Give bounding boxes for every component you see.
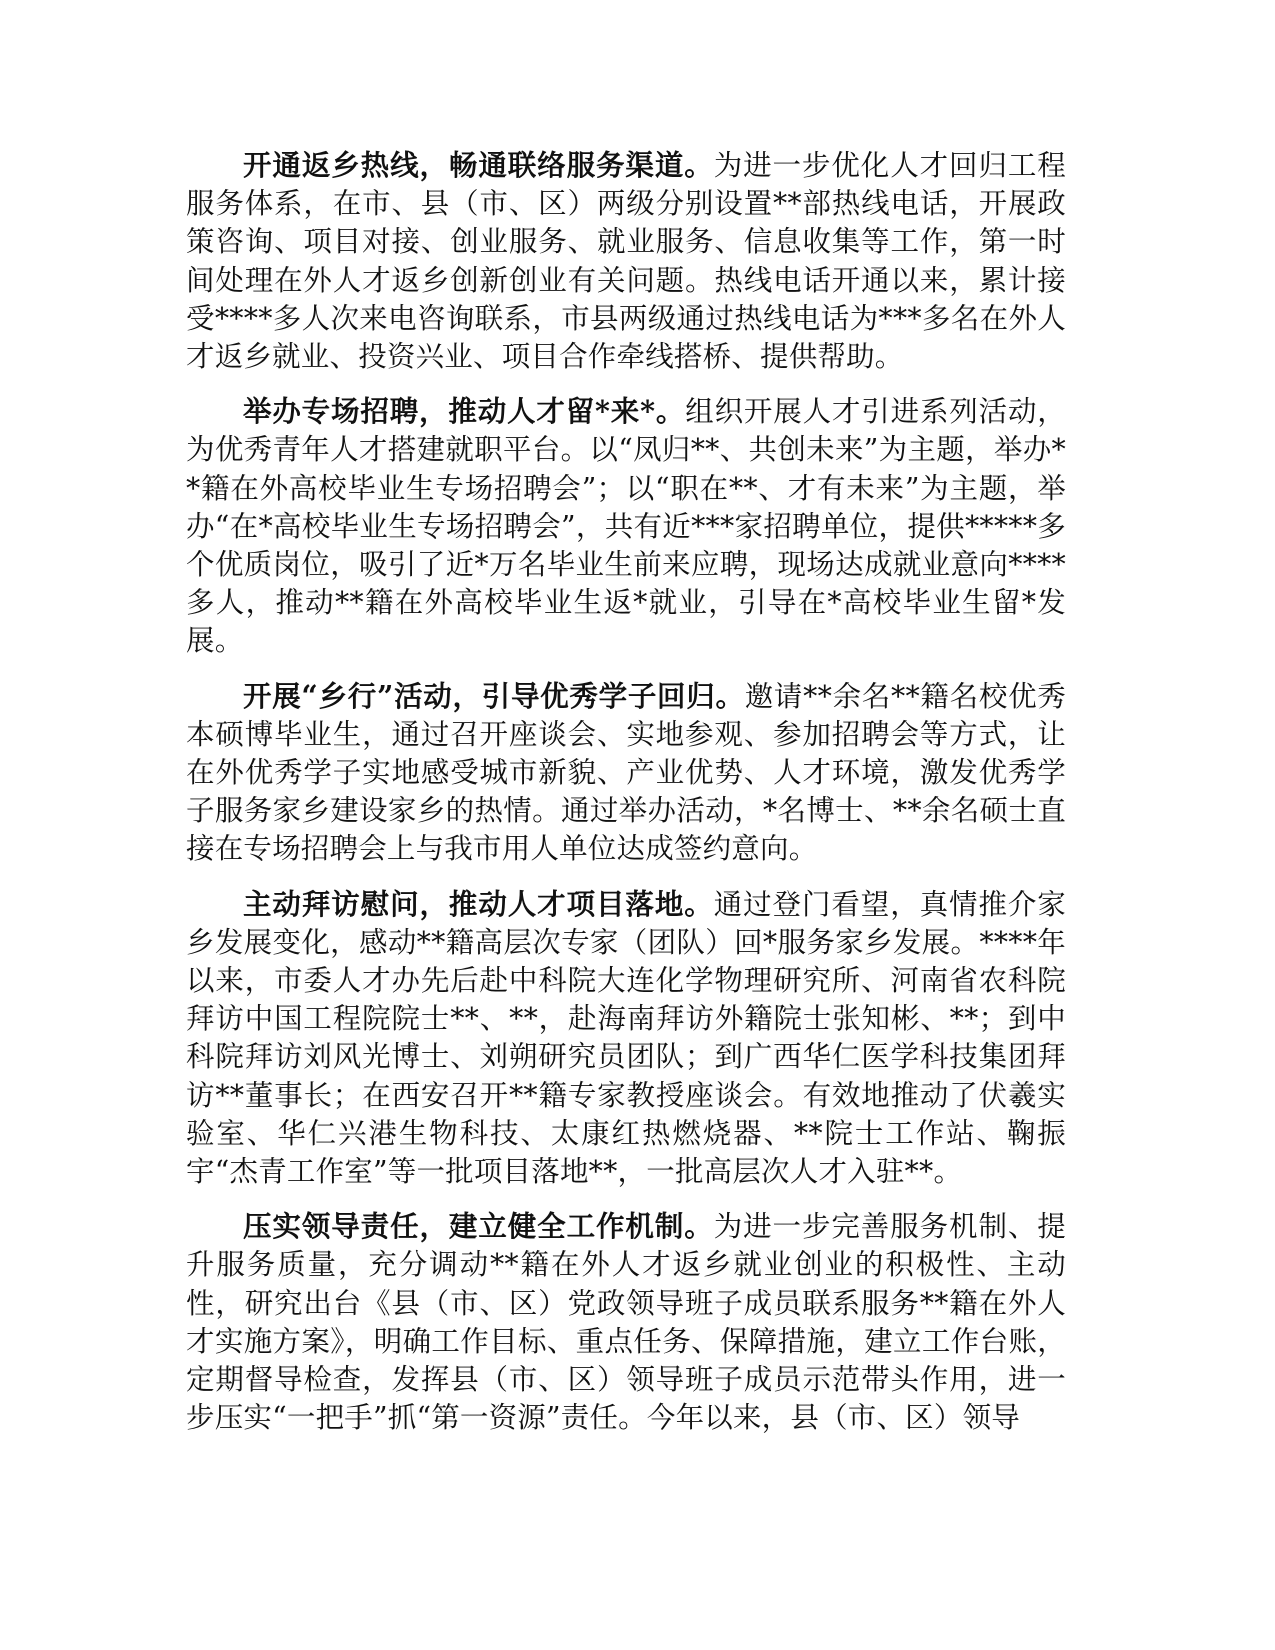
paragraph-leadership bbox=[186, 1207, 1066, 1437]
paragraph-recruitment bbox=[186, 392, 1066, 660]
paragraph-body: 组织开展人才引进系列活动，为优秀青年人才搭建就职平台。以“凤归**、共创未来”为主题，举办**籍在外高校毕业生专场招聘会”；以“职在**、才有未来”为主题，举办“在*高校毕业生专场招聘会”，共有近***家招聘单位，提供*****多个优质岗位，吸引了近*万名毕业生前来应聘，现场达成就业意向****多人，推动**籍在外高校毕业生返*就业，引导在*高校毕业生留*发展。 bbox=[186, 395, 1066, 658]
paragraph-heading: 压实领导责任，建立健全工作机制。 bbox=[243, 1209, 714, 1244]
paragraph-body: 通过登门看望，真情推介家乡发展变化，感动**籍高层次专家（团队）回*服务家乡发展。****年以来，市委人才办先后赴中科院大连化学物理研究所、河南省农科院拜访中国工程院院士**、**，赴海南拜访外籍院士张知彬、**；到中科院拜访刘风光博士、刘朔研究员团队；到广西华仁医学科技集团拜访**董事长；在西安召开**籍专家教授座谈会。有效地推动了伏羲实验室、华仁兴港生物科技、太康红热燃烧器、**院士工作站、鞠振宇“杰青工作室”等一批项目落地**，一批高层次人才入驻**。 bbox=[186, 887, 1067, 1189]
paragraph-body: 为进一步优化人才回归工程服务体系，在市、县（市、区）两级分别设置**部热线电话，开展政策咨询、项目对接、创业服务、就业服务、信息收集等工作，第一时间处理在外人才返乡创新创业有关问题。热线电话开通以来，累计接受****多人次来电咨询联系，市县两级通过热线电话为***多名在外人才返乡就业、投资兴业、项目合作牵线搭桥、提供帮助。 bbox=[186, 149, 1067, 374]
paragraph-hotline bbox=[186, 146, 1066, 376]
paragraph-heading: 主动拜访慰问，推动人才项目落地。 bbox=[243, 886, 714, 921]
paragraph-body: 为进一步完善服务机制、提升服务质量，充分调动**籍在外人才返乡就业创业的积极性、主动性，研究出台《县（市、区）党政领导班子成员联系服务**籍在外人才实施方案》，明确工作目标、重点任务、保障措施，建立工作台账，定期督导检查，发挥县（市、区）领导班子成员示范带头作用，进一步压实“一把手”抓“第一资源”责任。今年以来，县（市、区）领导 bbox=[186, 1210, 1067, 1435]
document-page bbox=[186, 146, 1066, 1454]
paragraph-heading: 开展“乡行”活动，引导优秀学子回归。 bbox=[243, 678, 745, 713]
paragraph-heading: 举办专场招聘，推动人才留*来*。 bbox=[243, 394, 686, 429]
paragraph-heading: 开通返乡热线，畅通联络服务渠道。 bbox=[243, 148, 714, 182]
paragraph-body: 邀请**余名**籍名校优秀本硕博毕业生，通过召开座谈会、实地参观、参加招聘会等方式，让在外优秀学子实地感受城市新貌、产业优势、人才环境，激发优秀学子服务家乡建设家乡的热情。通过举办活动，*名博士、**余名硕士直接在专场招聘会上与我市用人单位达成签约意向。 bbox=[186, 679, 1066, 866]
paragraph-visits bbox=[186, 885, 1066, 1192]
paragraph-hometown-activity bbox=[186, 677, 1066, 869]
